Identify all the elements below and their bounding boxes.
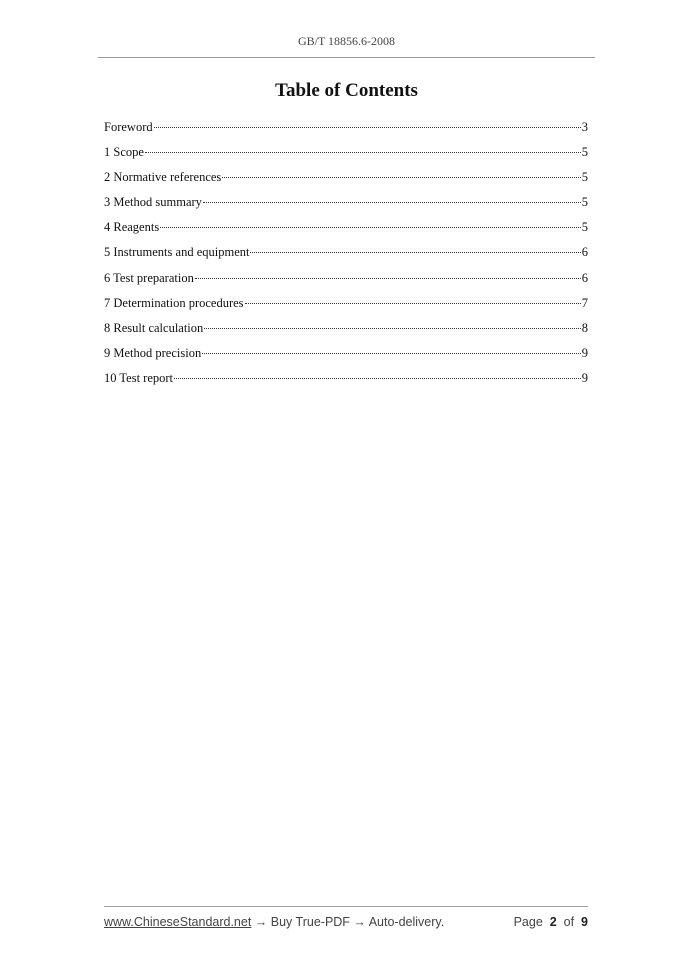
toc-entry-page: 5 [581, 170, 588, 185]
toc-entry-foreword[interactable] [104, 117, 588, 142]
toc-dot-leader [160, 227, 581, 228]
toc-entry-scope[interactable] [104, 142, 588, 167]
toc-dot-leader [222, 177, 580, 178]
toc-entry-page: 7 [581, 295, 588, 310]
toc-entry-method-precision[interactable] [104, 343, 588, 368]
toc-entry-instruments[interactable] [104, 242, 588, 267]
toc-entry-label: 3 Method summary [104, 195, 202, 210]
site-link[interactable]: www.ChineseStandard.net [104, 915, 252, 929]
toc-entry-page: 6 [581, 245, 588, 260]
toc-entry-page: 8 [581, 320, 588, 335]
page-word: Page [513, 915, 543, 929]
toc-entry-label: 1 Scope [104, 145, 144, 160]
page-indicator [514, 915, 588, 929]
toc-entry-page: 9 [581, 345, 588, 360]
toc-entry-result-calculation[interactable] [104, 318, 588, 343]
toc-entry-normative-references[interactable] [104, 167, 588, 192]
toc-entry-page: 5 [581, 220, 588, 235]
header-divider [98, 57, 595, 58]
toc-entry-test-preparation[interactable] [104, 268, 588, 293]
toc-entry-method-summary[interactable] [104, 192, 588, 217]
toc-entry-label: Foreword [104, 120, 153, 134]
table-of-contents [104, 117, 588, 393]
toc-title: Table of Contents [275, 80, 418, 101]
toc-entry-label: 6 Test preparation [104, 270, 194, 285]
toc-entry-page: 9 [581, 370, 588, 385]
of-word: of [563, 915, 575, 929]
toc-entry-label: 2 Normative references [104, 170, 222, 185]
toc-entry-page: 6 [581, 270, 588, 285]
toc-entry-label: 9 Method precision [104, 345, 202, 360]
toc-dot-leader [145, 152, 581, 153]
toc-dot-leader [174, 378, 581, 379]
page-current: 2 [549, 915, 557, 929]
toc-dot-leader [203, 202, 581, 203]
toc-dot-leader [204, 328, 580, 329]
page-footer [104, 915, 588, 935]
toc-dot-leader [195, 278, 581, 279]
toc-dot-leader [245, 303, 581, 304]
toc-dot-leader [154, 127, 581, 128]
toc-entry-page: 5 [581, 195, 588, 210]
document-header: GB/T 18856.6-2008 [297, 34, 396, 48]
toc-entry-label: 7 Determination procedures [104, 295, 244, 310]
toc-entry-label: 5 Instruments and equipment [104, 245, 250, 260]
footer-divider [104, 906, 588, 907]
toc-entry-reagents[interactable] [104, 217, 588, 242]
toc-entry-label: 8 Result calculation [104, 320, 204, 335]
toc-entry-page: 5 [581, 145, 588, 160]
toc-dot-leader [250, 252, 580, 253]
toc-entry-determination-procedures[interactable] [104, 293, 588, 318]
page-total: 9 [581, 915, 588, 929]
footer-promo [104, 915, 444, 929]
toc-entry-label: 4 Reagents [104, 220, 160, 235]
toc-entry-page: 3 [581, 120, 588, 134]
toc-dot-leader [202, 353, 581, 354]
toc-entry-test-report[interactable] [104, 368, 588, 393]
toc-entry-label: 10 Test report [104, 370, 174, 385]
promo-text: → Buy True-PDF → Auto-delivery. [251, 915, 445, 929]
